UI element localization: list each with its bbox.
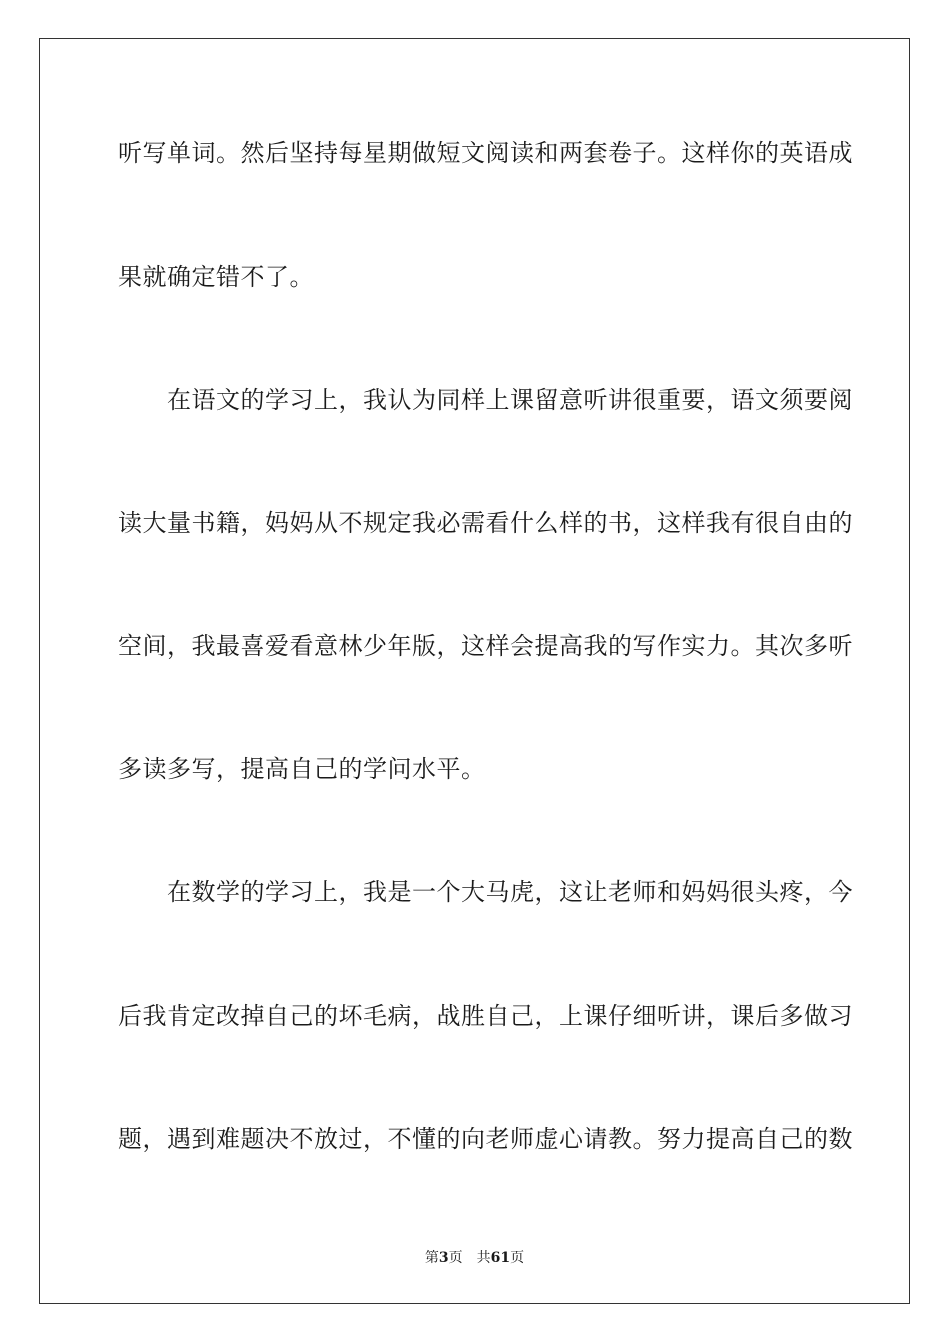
page-footer [40,1247,909,1267]
body-line-5: 空间，我最喜爱看意林少年版，这样会提高我的写作实力。其次多听 [118,632,853,660]
footer-total-pages: 61 [490,1250,511,1266]
body-line-7: 在数学的学习上，我是一个大马虎，这让老师和妈妈很头疼，今 [118,878,853,906]
footer-total-suffix: 页 [510,1250,525,1266]
body-line-6: 多读多写，提高自己的学问水平。 [118,755,486,783]
page-frame [39,38,910,1304]
footer-total-prefix: 共 [476,1250,491,1266]
body-line-3: 在语文的学习上，我认为同样上课留意听讲很重要，语文须要阅 [118,386,853,414]
body-line-8: 后我肯定改掉自己的坏毛病，战胜自己，上课仔细听讲，课后多做习 [118,1002,853,1030]
body-line-9: 题，遇到难题决不放过，不懂的向老师虚心请教。努力提高自己的数 [118,1125,853,1153]
body-line-1: 听写单词。然后坚持每星期做短文阅读和两套卷子。这样你的英语成 [118,139,853,167]
footer-page-number: 3 [438,1250,449,1266]
body-line-4: 读大量书籍，妈妈从不规定我必需看什么样的书，这样我有很自由的 [118,509,853,537]
footer-page-prefix: 第 [424,1250,439,1266]
body-line-2: 果就确定错不了。 [118,263,314,291]
footer-page-suffix: 页 [448,1250,463,1266]
